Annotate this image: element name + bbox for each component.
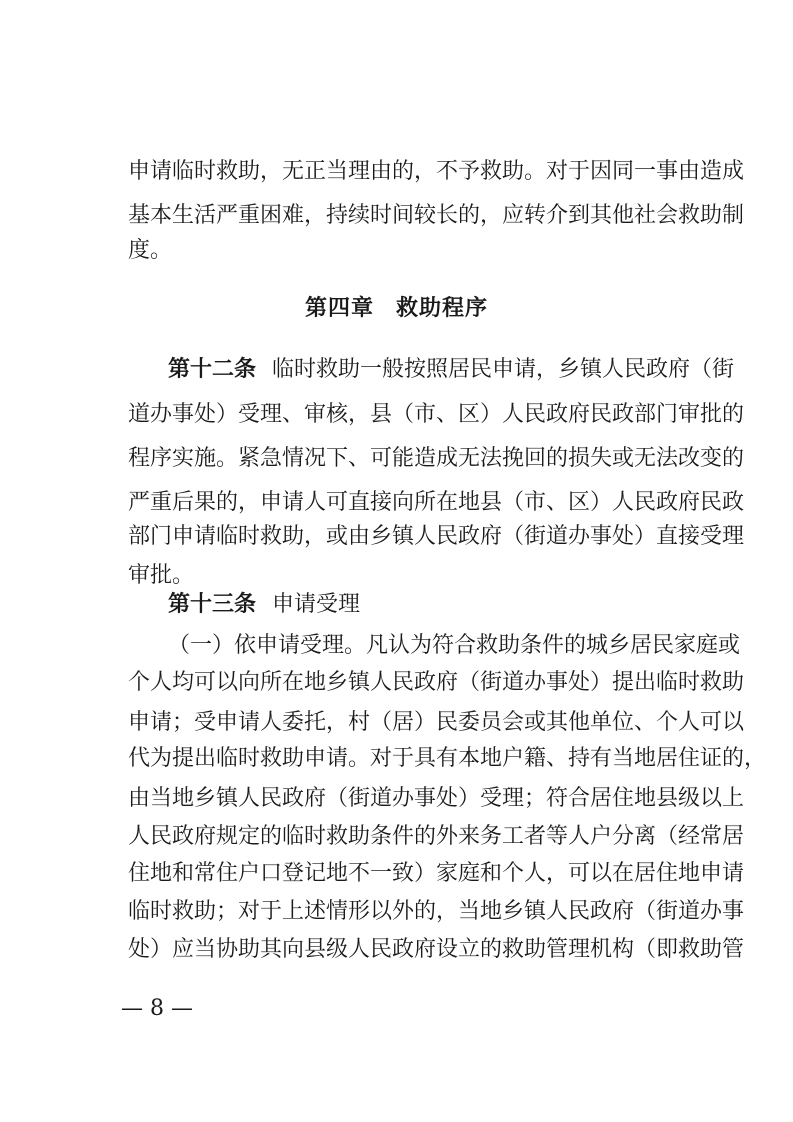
article-13-line-4: 代为提出临时救助申请。对于具有本地户籍、持有当地居住证的， [128, 746, 767, 771]
page-number: — 8 — [121, 996, 193, 1021]
article-12-line-1 [168, 355, 735, 385]
article-13-line-7: 住地和常住户口登记地不一致）家庭和个人，可以在居住地申请 [128, 861, 745, 886]
article-12-line-2: 道办事处）受理、审核，县（市、区）人民政府民政部门审批的 [128, 402, 745, 427]
intro-line-3: 度。 [128, 238, 173, 263]
article-12-text-1: 临时救助一般按照居民申请，乡镇人民政府（街 [272, 357, 735, 382]
article-13-title: 申请受理 [272, 592, 361, 617]
article-12-label: 第十二条 [168, 357, 257, 382]
article-13-line-8: 临时救助；对于上述情形以外的，当地乡镇人民政府（街道办事 [128, 899, 745, 924]
intro-line-1: 申请临时救助，无正当理由的，不予救助。对于因同一事由造成 [128, 159, 745, 184]
chapter-heading [0, 294, 793, 324]
article-13-line-6: 人民政府规定的临时救助条件的外来务工者等人户分离（经常居 [128, 824, 745, 849]
article-12-line-5: 部门申请临时救助，或由乡镇人民政府（街道办事处）直接受理 [128, 524, 745, 549]
article-13-line-5: 由当地乡镇人民政府（街道办事处）受理；符合居住地县级以上 [128, 786, 745, 811]
article-12-line-4: 严重后果的，申请人可直接向所在地县（市、区）人民政府民政 [128, 490, 745, 515]
chapter-number: 第四章 [304, 296, 374, 321]
intro-line-2: 基本生活严重困难，持续时间较长的，应转介到其他社会救助制 [128, 203, 745, 228]
article-13-label: 第十三条 [168, 592, 257, 617]
chapter-title: 救助程序 [396, 296, 489, 321]
article-13-line-9: 处）应当协助其向县级人民政府设立的救助管理机构（即救助管 [128, 937, 745, 962]
article-13-line-3: 申请；受申请人委托，村（居）民委员会或其他单位、个人可以 [128, 710, 745, 735]
article-13-line-2: 个人均可以向所在地乡镇人民政府（街道办事处）提出临时救助 [128, 670, 745, 695]
article-13-line-1: （一）依申请受理。凡认为符合救助条件的城乡居民家庭或 [168, 633, 741, 658]
article-12-line-3: 程序实施。紧急情况下、可能造成无法挽回的损失或无法改变的 [128, 446, 745, 471]
article-13-heading-line [168, 590, 688, 620]
article-12-line-6: 审批。 [128, 563, 195, 588]
